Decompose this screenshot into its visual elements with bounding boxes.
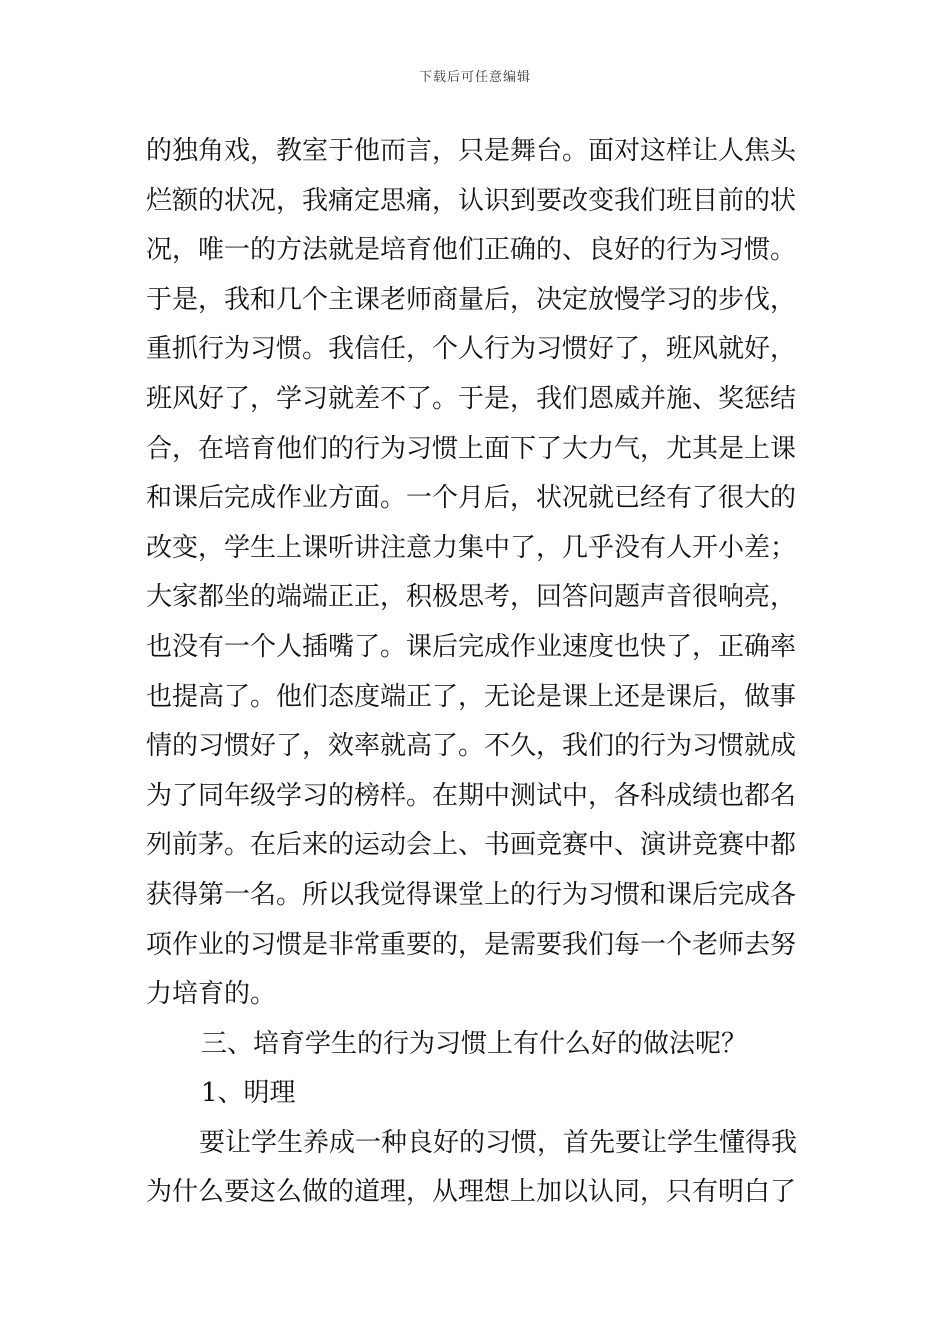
text-line: 力培育的。 [146, 979, 277, 1010]
section-heading: 三、培育学生的行为习惯上有什么好的做法呢？ [201, 1028, 748, 1059]
text-line: 列前茅。在后来的运动会上、书画竞赛中、演讲竞赛中都 [146, 830, 797, 861]
text-line: 改变，学生上课听讲注意力集中了，几乎没有人开小差； [146, 532, 797, 563]
text-line: 为什么要这么做的道理，从理想上加以认同，只有明白了 [146, 1177, 797, 1208]
text-line: 获得第一名。所以我觉得课堂上的行为习惯和课后完成各 [146, 879, 797, 910]
page-header-note: 下载后可任意编辑 [418, 70, 531, 85]
text-line: 烂额的状况，我痛定思痛，认识到要改变我们班目前的状 [146, 185, 797, 216]
text-line: 为了同年级学习的榜样。在期中测试中，各科成绩也都名 [146, 780, 797, 811]
subsection-heading: 1、明理 [201, 1078, 296, 1109]
text-line: 班风好了，学习就差不了。于是，我们恩威并施、奖惩结 [146, 383, 797, 414]
text-line: 也没有一个人插嘴了。课后完成作业速度也快了，正确率 [146, 631, 797, 662]
document-body [146, 127, 810, 1218]
text-line: 大家都坐的端端正正，积极思考，回答问题声音很响亮， [146, 582, 797, 613]
text-line: 情的习惯好了，效率就高了。不久，我们的行为习惯就成 [146, 731, 797, 762]
text-line: 重抓行为习惯。我信任，个人行为习惯好了，班风就好， [146, 334, 797, 365]
text-line: 况，唯一的方法就是培育他们正确的、良好的行为习惯。 [146, 235, 797, 266]
text-line: 的独角戏，教室于他而言，只是舞台。面对这样让人焦头 [146, 136, 797, 166]
text-line: 和课后完成作业方面。一个月后，状况就已经有了很大的 [146, 483, 797, 514]
text-line: 项作业的习惯是非常重要的，是需要我们每一个老师去努 [146, 929, 797, 960]
paragraph-start-line: 要让学生养成一种良好的习惯，首先要让学生懂得我 [199, 1127, 798, 1158]
text-line: 合，在培育他们的行为习惯上面下了大力气，尤其是上课 [146, 433, 797, 464]
text-line: 也提高了。他们态度端正了，无论是课上还是课后，做事 [146, 681, 797, 712]
text-line: 于是，我和几个主课老师商量后，决定放慢学习的步伐， [146, 284, 797, 315]
